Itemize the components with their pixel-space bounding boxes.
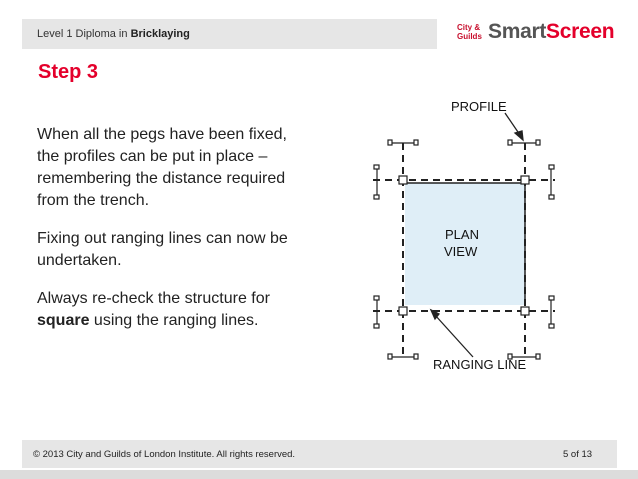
slide-title: Step 3	[38, 61, 99, 83]
footer-copyright: © 2013 City and Guilds of London Institute. All rights reserved.	[33, 449, 296, 460]
brand-small-line-2: Guilds	[457, 32, 482, 41]
brand-small-line-1: City &	[457, 23, 481, 32]
course-name: Bricklaying	[130, 28, 190, 40]
label-ranging-line: RANGING LINE	[433, 357, 527, 372]
label-plan-1: PLAN	[445, 227, 479, 242]
paragraph-3	[37, 288, 312, 332]
city-guilds-logo	[457, 20, 615, 44]
paragraph-3-prefix: Always re-check the structure for	[37, 290, 270, 307]
paragraph-3-bold: square	[37, 312, 90, 329]
brand-screen: Screen	[546, 20, 615, 43]
paragraph-2: Fixing out ranging lines can now be undertaken.	[37, 230, 288, 269]
paragraph-1: When all the pegs have been fixed, the profiles can be put in place – remembering the distance required from the trench.	[37, 126, 287, 209]
bottom-strip	[0, 470, 638, 479]
footer-page-number: 5 of 13	[563, 449, 593, 460]
label-plan-2: VIEW	[444, 244, 478, 259]
plan-view-diagram	[355, 95, 605, 385]
course-prefix: Level 1 Diploma in	[37, 28, 131, 40]
brand-small-text	[457, 23, 487, 41]
smartscreen-wordmark	[488, 20, 614, 44]
paragraph-3-suffix: using the ranging lines.	[89, 312, 259, 329]
course-label	[37, 28, 190, 40]
brand-smart: Smart	[488, 20, 547, 43]
label-profile: PROFILE	[451, 99, 507, 114]
